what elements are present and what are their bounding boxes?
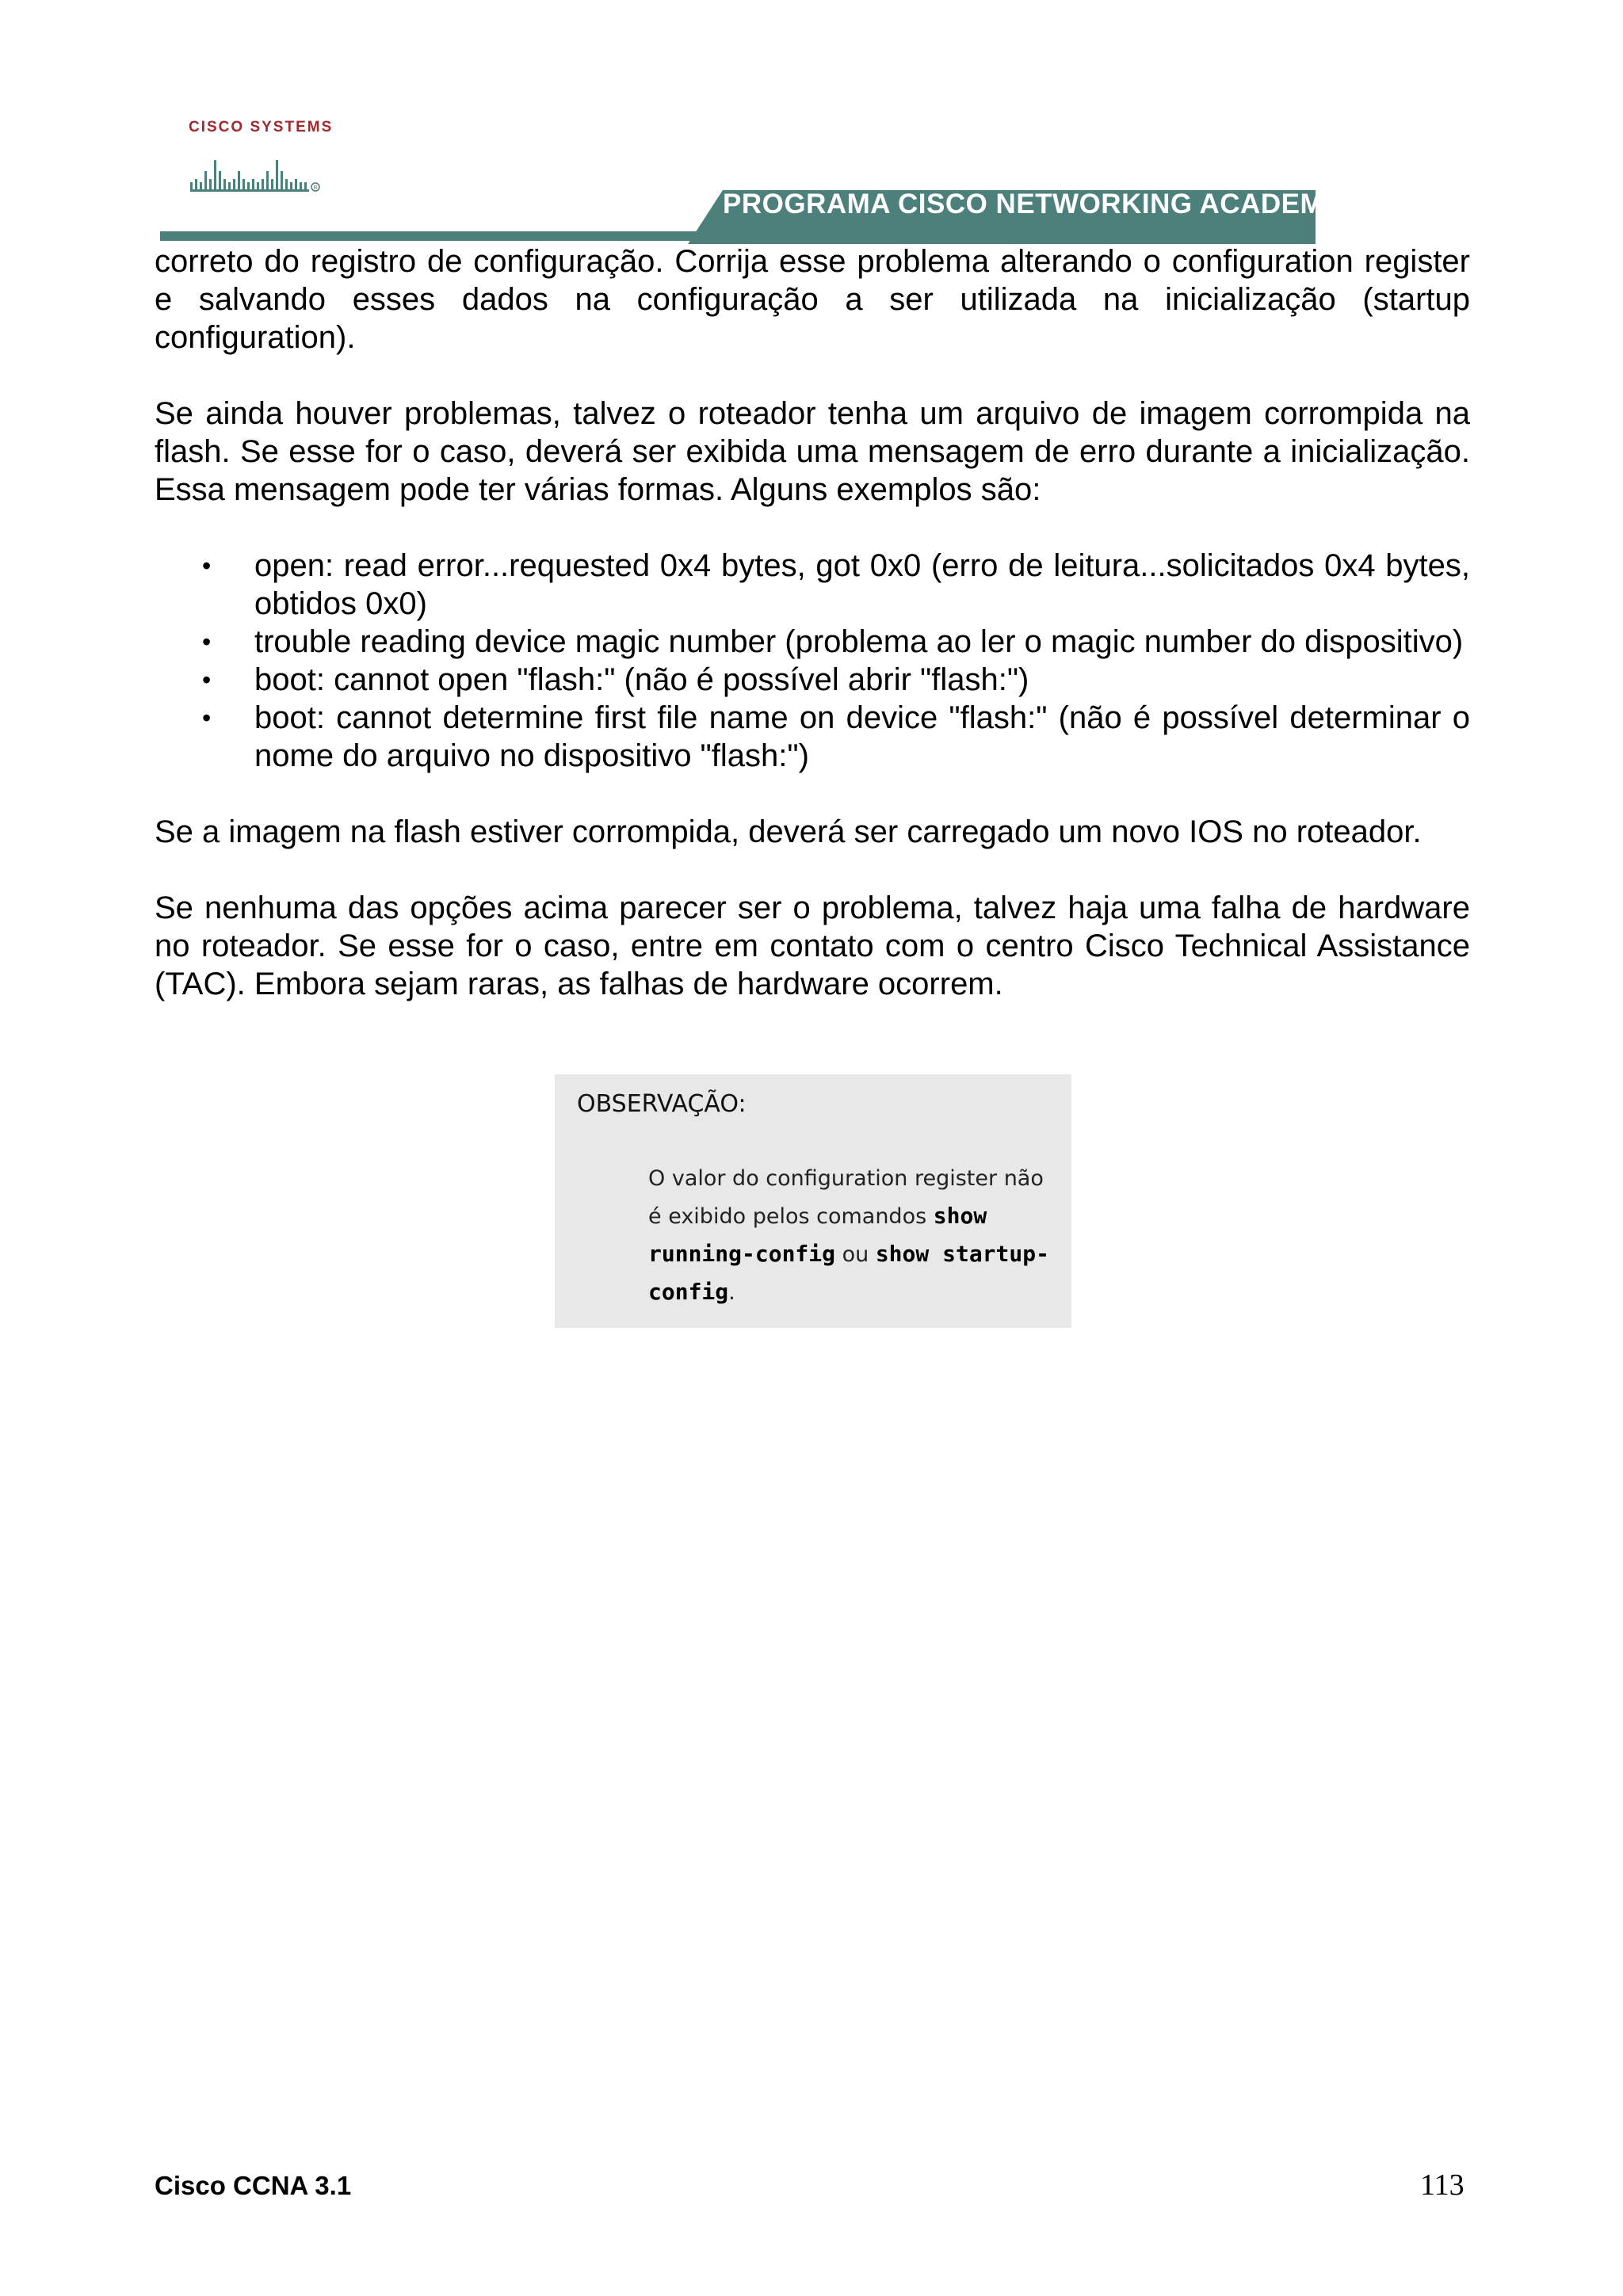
error-message-list (155, 547, 1470, 775)
academy-banner-text: PROGRAMA CISCO NETWORKING ACADEMY (723, 189, 1342, 219)
command-show-startup-config: show startup-config (648, 1241, 1049, 1305)
note-text: O valor do configuration register não é exibido pelos comandos show running-config ou show startup-config. (648, 1166, 1049, 1305)
note-box (555, 1074, 1071, 1328)
svg-text:R: R (313, 185, 318, 191)
paragraph: Se nenhuma das opções acima parecer ser o problema, talvez haja uma falha de hardware no roteador. Se esse for o caso, entre em contato com o centro Cisco Technical Assistance (TAC). Embora sejam raras, as falhas de hardware ocorrem. (155, 891, 1470, 1001)
note-title: OBSERVAÇÃO: (577, 1090, 747, 1118)
paragraph: Se a imagem na flash estiver corrompida, deverá ser carregado um novo IOS no roteador. (155, 814, 1422, 849)
cisco-bridge-icon (190, 147, 323, 192)
bullet-icon: • (202, 666, 212, 694)
list-item: • boot: cannot determine first file name on device "flash:" (não é possível determinar o nome do arquivo no dispositivo "flash:") (202, 700, 1470, 773)
header-divider (160, 231, 1316, 241)
page-content (155, 242, 1470, 1003)
bullet-icon: • (202, 551, 212, 580)
bullet-icon: • (202, 704, 212, 732)
page-number: 113 (1420, 2168, 1465, 2202)
paragraph: correto do registro de configuração. Corrija esse problema alterando o configuration register e salvando esses dados na configuração a ser utilizada na inicialização (startup configuration). (155, 244, 1470, 355)
command-show-running-config: show running-config (648, 1203, 987, 1267)
footer-course-title: Cisco CCNA 3.1 (155, 2171, 352, 2200)
cisco-systems-logo (189, 119, 334, 192)
paragraph: Se ainda houver problemas, talvez o roteador tenha um arquivo de imagem corrompida na flash. Se esse for o caso, deverá ser exibida uma mensagem de erro durante a inicialização. Essa mensagem pode ter várias formas. Alguns exemplos são: (155, 396, 1470, 507)
logo-text: CISCO SYSTEMS (189, 119, 334, 135)
list-item: • open: read error...requested 0x4 bytes, got 0x0 (erro de leitura...solicitados 0x4 bytes, obtidos 0x0) (202, 548, 1470, 621)
list-item: • boot: cannot open "flash:" (não é possível abrir "flash:") (202, 662, 1029, 697)
bullet-icon: • (202, 627, 212, 656)
list-item: • trouble reading device magic number (problema ao ler o magic number do dispositivo) (202, 624, 1464, 659)
